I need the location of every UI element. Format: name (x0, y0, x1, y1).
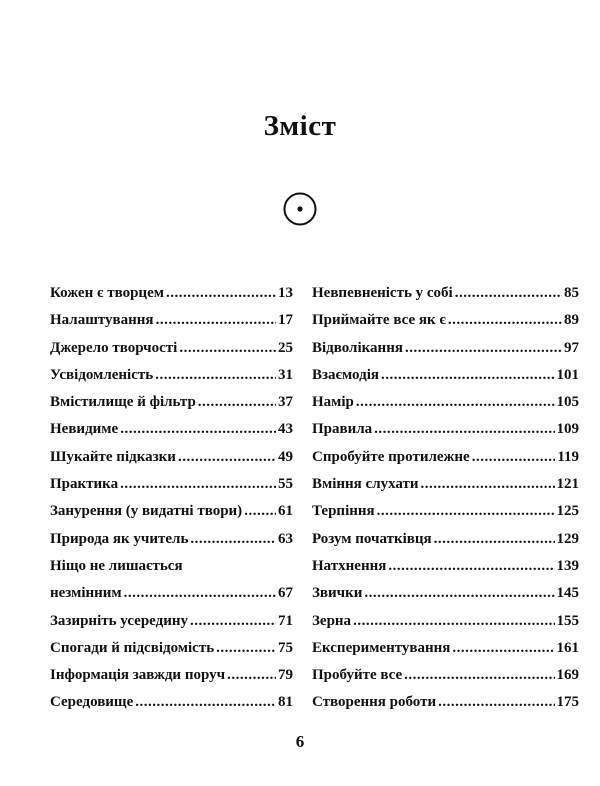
toc-entry-title: Намір (312, 394, 354, 411)
toc-entry-page: 129 (556, 530, 579, 547)
toc-entry (50, 389, 293, 416)
toc-entry (50, 362, 293, 389)
toc-entry (50, 635, 293, 662)
dot-leader (434, 526, 555, 553)
toc-entry-title: Природа як учитель (50, 530, 189, 547)
page-number: 6 (295, 732, 305, 751)
toc-entry (50, 662, 293, 689)
toc-entry (50, 471, 293, 498)
toc-entry-page: 125 (556, 503, 579, 520)
toc-entry (312, 416, 579, 443)
circle-dot-icon (283, 192, 317, 226)
dot-leader (421, 471, 555, 498)
dot-leader (216, 635, 276, 662)
toc-entry (50, 416, 293, 443)
toc-entry-title: Занурення (у видатні твори) (50, 503, 243, 520)
toc-entry-page: 49 (278, 448, 293, 465)
toc-entry-page: 13 (278, 285, 293, 301)
dot-leader (155, 362, 276, 389)
toc-entry-page: 175 (556, 694, 579, 711)
toc-entry-title: Приймайте все як є (312, 312, 446, 329)
toc-entry-title: Вмістилище й фільтр (50, 394, 196, 411)
toc-entry-title: незмінним (50, 585, 122, 602)
toc-entry-page: 105 (556, 394, 579, 411)
dot-leader (135, 689, 276, 716)
toc-entry-page: 17 (278, 312, 293, 329)
dot-leader (120, 471, 276, 498)
page-title: Зміст (263, 110, 337, 142)
toc-left-column (50, 280, 293, 717)
toc-entry-title: Середовище (50, 694, 134, 711)
toc-entry-title: Створення роботи (312, 694, 437, 711)
dot-leader (364, 580, 554, 607)
toc-right-column (312, 280, 579, 717)
toc-entry-title: Натхнення (312, 557, 387, 574)
toc-entry-title: Зазирніть усередину (50, 612, 189, 629)
toc-entry-title: Терпіння (312, 503, 375, 520)
toc-entry (50, 580, 293, 607)
dot-leader (388, 553, 554, 580)
toc-entry-title: Експериментування (312, 639, 451, 656)
toc-entry (312, 580, 579, 607)
dot-leader (179, 335, 276, 362)
toc-entry (50, 608, 293, 635)
toc-entry-page: 25 (278, 339, 293, 356)
toc-entry (50, 689, 293, 716)
toc-entry-title: Інформація завжди поруч (50, 667, 226, 684)
toc-entry-title: Вміння слухати (312, 476, 419, 493)
toc-entry-page: 139 (556, 557, 579, 574)
toc-entry-page: 37 (278, 394, 293, 411)
toc-entry-title: Невидиме (50, 421, 119, 438)
toc-entry-page: 63 (278, 530, 293, 547)
dot-leader (374, 416, 554, 443)
toc-entry-title: Звички (312, 585, 363, 602)
toc-entry-page: 61 (278, 503, 293, 520)
dot-leader (227, 662, 276, 689)
toc-entry (312, 307, 579, 334)
toc-entry (312, 362, 579, 389)
dot-leader (120, 416, 276, 443)
toc-entry-title: Шукайте підказки (50, 448, 176, 465)
toc-entry (312, 608, 579, 635)
dot-leader (381, 362, 555, 389)
toc-entry-page: 145 (556, 585, 579, 602)
toc-entry (312, 280, 579, 307)
toc-entry (312, 662, 579, 689)
dot-leader (156, 307, 276, 334)
toc-entry-title: Спогади й підсвідомість (50, 639, 215, 656)
toc-entry (50, 498, 293, 525)
toc-entry-page: 89 (564, 312, 579, 329)
toc-entry-page: 161 (556, 639, 579, 656)
dot-leader (353, 608, 554, 635)
toc-entry (312, 444, 579, 471)
toc-entry-title: Взаємодія (312, 366, 379, 383)
toc-entry-title: Пробуйте все (312, 667, 403, 684)
dot-leader (190, 608, 276, 635)
toc-entry-page: 79 (278, 667, 293, 684)
toc-entry-page: 75 (278, 639, 293, 656)
toc-entry-page: 81 (278, 694, 293, 711)
toc-entry-title-line1: Ніщо не лишається (50, 557, 183, 574)
dot-leader (455, 280, 562, 307)
dot-leader (244, 498, 276, 525)
toc-entry (50, 307, 293, 334)
dot-leader (472, 444, 556, 471)
toc-entry-title: Невпевненість у собі (312, 285, 453, 301)
toc-entry (312, 335, 579, 362)
toc-entry-page: 43 (278, 421, 293, 438)
toc-entry (50, 280, 293, 307)
toc-entry (50, 526, 293, 553)
toc-entry-title: Зерна (312, 612, 352, 629)
dot-leader (404, 662, 554, 689)
toc-entry-page: 85 (564, 285, 579, 301)
toc-entry-page: 97 (564, 339, 579, 356)
toc-entry-title: Джерело творчості (50, 339, 178, 356)
toc-entry (312, 498, 579, 525)
toc-entry-page: 71 (278, 612, 293, 629)
toc-entry-title: Відволікання (312, 339, 403, 356)
toc-entry-page: 109 (556, 421, 579, 438)
toc-entry (312, 526, 579, 553)
dot-leader (448, 307, 562, 334)
toc-entry-title: Розум початківця (312, 530, 432, 547)
toc-entry (50, 335, 293, 362)
toc-entry-page: 101 (556, 366, 579, 383)
dot-leader (124, 580, 276, 607)
dot-leader (178, 444, 276, 471)
toc-entry (312, 553, 579, 580)
toc-entry-title: Правила (312, 421, 373, 438)
toc-entry-title: Спробуйте протилежне (312, 448, 470, 465)
dot-leader (198, 389, 276, 416)
toc-entry-title: Налаштування (50, 312, 154, 329)
toc-entry (312, 635, 579, 662)
dot-leader (438, 689, 554, 716)
toc-entry-page: 121 (556, 476, 579, 493)
toc-entry-title: Кожен є творцем (50, 285, 164, 301)
toc-entry (312, 689, 579, 716)
toc-entry-page: 155 (556, 612, 579, 629)
toc-entry-title: Усвідомленість (50, 366, 154, 383)
toc-entry-page: 119 (557, 448, 579, 465)
toc-entry-page: 55 (278, 476, 293, 493)
dot-leader (405, 335, 562, 362)
dot-leader (452, 635, 554, 662)
toc-entry-page: 31 (278, 366, 293, 383)
toc-entry-page: 169 (556, 667, 579, 684)
toc-entry (312, 471, 579, 498)
toc-entry-page: 67 (278, 585, 293, 602)
toc-entry-title: Практика (50, 476, 119, 493)
dot-leader (166, 280, 276, 307)
toc-entry (312, 389, 579, 416)
dot-leader (377, 498, 555, 525)
dot-leader (356, 389, 555, 416)
dot-leader (190, 526, 276, 553)
toc-entry (50, 444, 293, 471)
